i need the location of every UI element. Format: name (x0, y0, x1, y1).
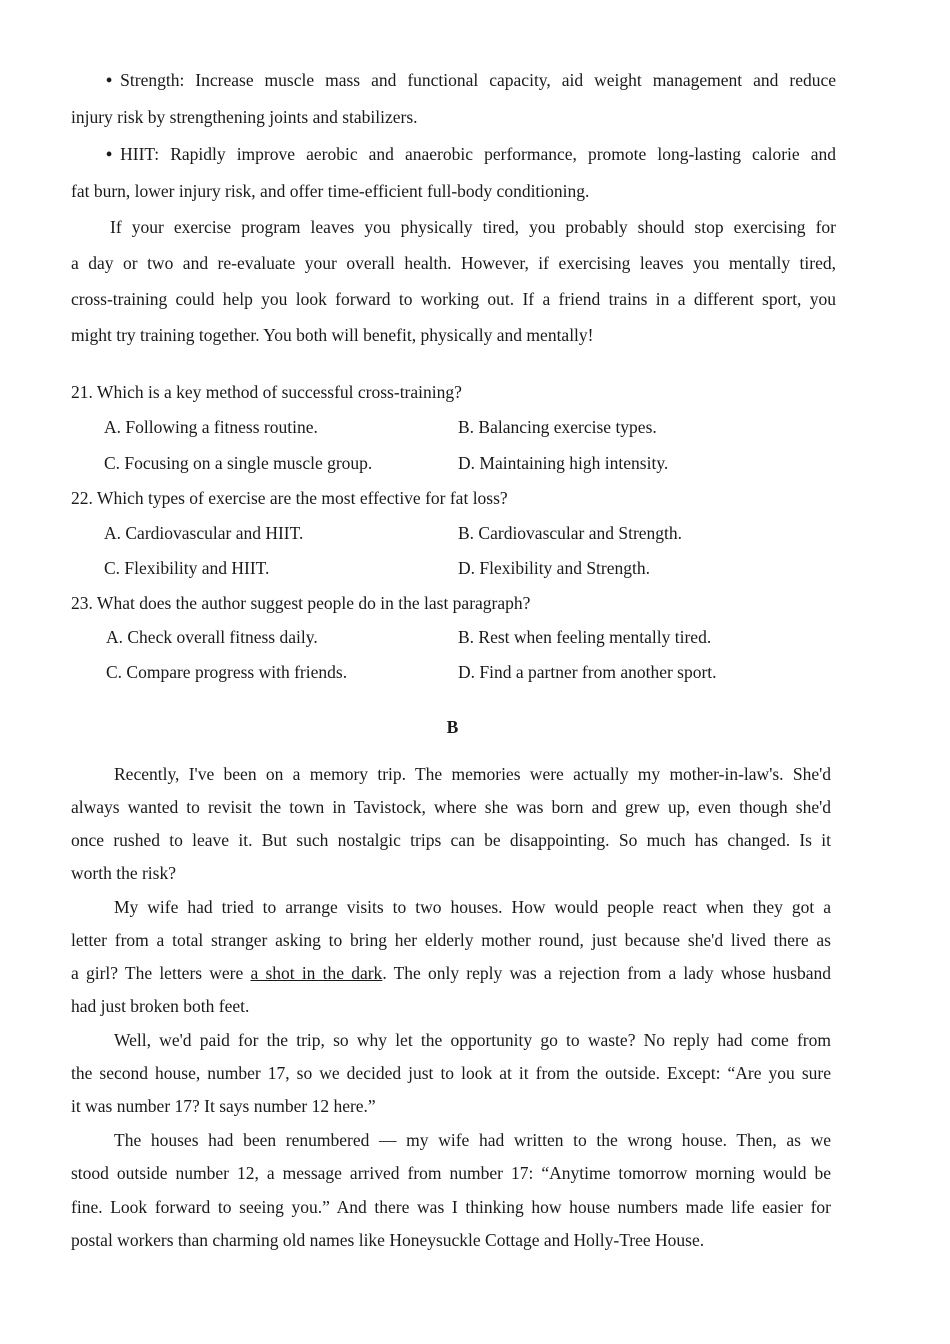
passage-b-line: stood outside number 12, a message arrived from number 17: “Anytime tomorrow morning would be (71, 1163, 831, 1183)
passage-b-line: always wanted to revisit the town in Tavistock, where she was born and grew up, even though she'd (71, 797, 831, 817)
question-22-option-a: A. Cardiovascular and HIIT. (104, 523, 304, 543)
question-22-option-c: C. Flexibility and HIIT. (104, 558, 270, 578)
question-21-option-b: B. Balancing exercise types. (458, 417, 657, 437)
section-b-heading: B (446, 717, 459, 737)
passage-b-line: had just broken both feet. (71, 996, 250, 1016)
passage-b-line: Well, we'd paid for the trip, so why let the opportunity go to waste? No reply had come from (114, 1030, 831, 1050)
bullet-strength-line2: injury risk by strengthening joints and stabilizers. (71, 107, 418, 127)
bullet-term: Strength: (120, 70, 185, 90)
passage-b-line: letter from a total stranger asking to bring her elderly mother round, just because she'd lived there as (71, 930, 831, 950)
passage-b-line: My wife had tried to arrange visits to two houses. How would people react when they got a (114, 897, 831, 917)
passage-b-line: postal workers than charming old names like Honeysuckle Cottage and Holly-Tree House. (71, 1230, 705, 1250)
question-22-option-d: D. Flexibility and Strength. (458, 558, 651, 578)
question-23-option-d: D. Find a partner from another sport. (458, 662, 717, 682)
passage-b-line: once rushed to leave it. But such nostalgic trips can be disappointing. So much has changed. Is it (71, 830, 831, 850)
question-23-option-c: C. Compare progress with friends. (106, 662, 348, 682)
passage-b-line: it was number 17? It says number 12 here.” (71, 1096, 376, 1116)
passage-b-line: the second house, number 17, so we decided just to look at it from the outside. Except: “Are you sure (71, 1063, 831, 1083)
bullet-hiit-line1: • HIIT: Rapidly improve aerobic and anaerobic performance, promote long-lasting calorie and (106, 144, 836, 164)
question-21-option-c: C. Focusing on a single muscle group. (104, 453, 373, 473)
bullet-hiit-line2: fat burn, lower injury risk, and offer time-efficient full-body conditioning. (71, 181, 590, 201)
passage-b-line: The houses had been renumbered — my wife had written to the wrong house. Then, as we (114, 1130, 831, 1150)
question-23-option-b: B. Rest when feeling mentally tired. (458, 627, 712, 647)
question-22-stem: 22. Which types of exercise are the most effective for fat loss? (71, 488, 508, 508)
para-line: If your exercise program leaves you physically tired, you probably should stop exercising for (110, 217, 836, 237)
footer-cutoff (310, 1284, 580, 1294)
question-21-option-d: D. Maintaining high intensity. (458, 453, 669, 473)
bullet-term: HIIT: (120, 144, 160, 164)
bullet-strength-line1: • Strength: Increase muscle mass and functional capacity, aid weight management and reduce (106, 70, 836, 90)
para-line: cross-training could help you look forward to working out. If a friend trains in a different sport, you (71, 289, 836, 309)
para-line: might try training together. You both will benefit, physically and mentally! (71, 325, 594, 345)
para-line: a day or two and re-evaluate your overall health. However, if exercising leaves you mentally tired, (71, 253, 836, 273)
underlined-phrase: a shot in the dark (250, 963, 383, 983)
question-21-stem: 21. Which is a key method of successful cross-training? (71, 382, 462, 402)
question-23-stem: 23. What does the author suggest people do in the last paragraph? (71, 593, 531, 613)
passage-b-line: Recently, I've been on a memory trip. The memories were actually my mother-in-law's. She'd (114, 764, 831, 784)
passage-b-line: worth the risk? (71, 863, 176, 883)
question-21-option-a: A. Following a fitness routine. (104, 417, 318, 437)
passage-b-line: fine. Look forward to seeing you.” And there was I thinking how house numbers made life easier for (71, 1197, 831, 1217)
passage-b-line-with-underline: a girl? The letters were a shot in the dark. The only reply was a rejection from a lady whose husband (71, 963, 831, 983)
bullet-dot-icon: • (106, 144, 113, 164)
question-23-option-a: A. Check overall fitness daily. (106, 627, 318, 647)
bullet-dot-icon: • (106, 70, 113, 90)
question-22-option-b: B. Cardiovascular and Strength. (458, 523, 683, 543)
